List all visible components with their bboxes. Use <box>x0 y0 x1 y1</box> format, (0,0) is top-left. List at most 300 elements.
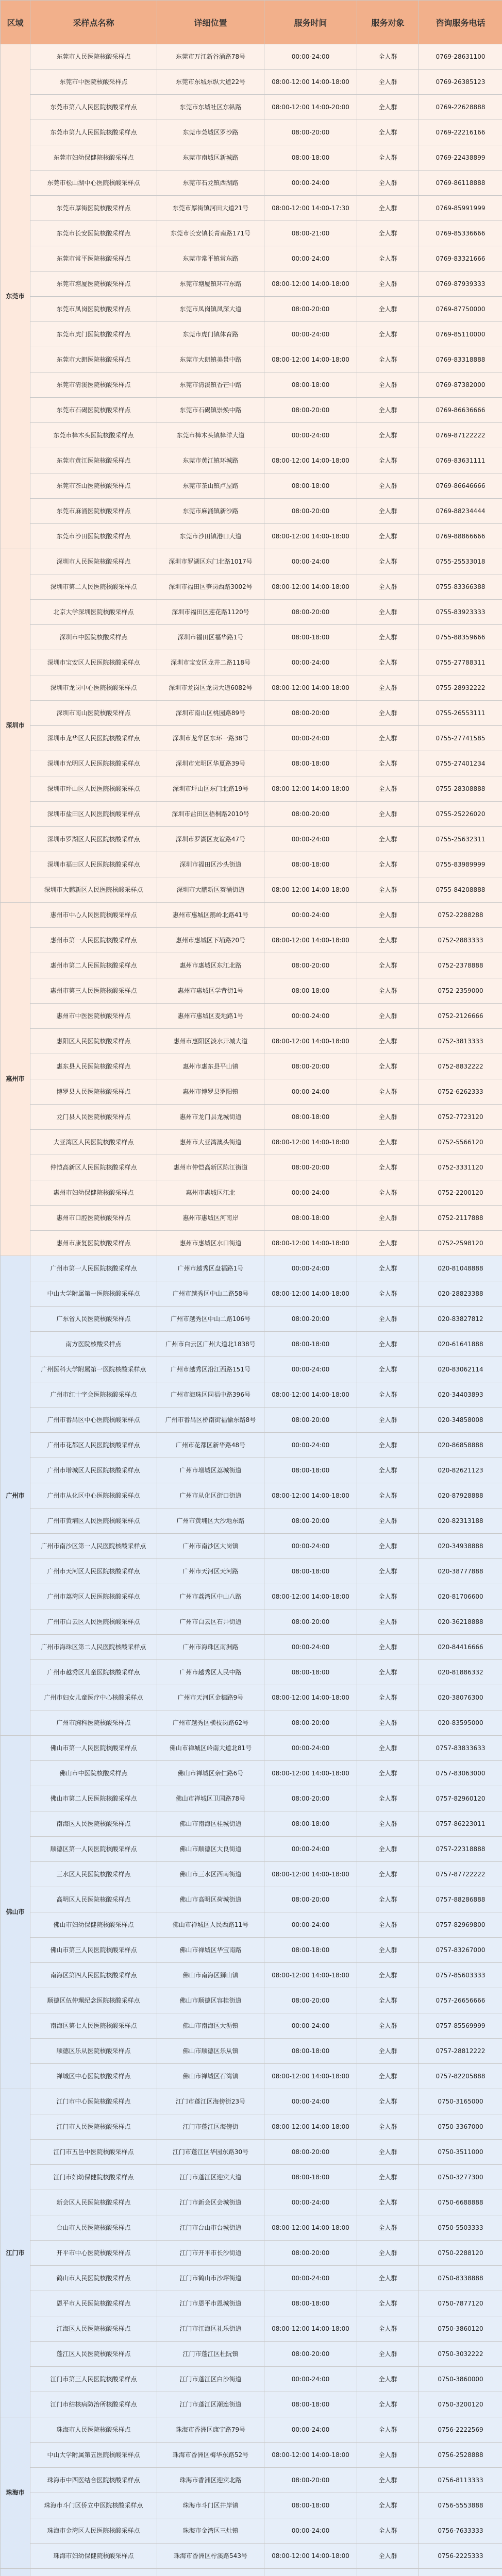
target-cell: 全人群 <box>357 2013 419 2039</box>
target-cell: 全人群 <box>357 1887 419 1912</box>
phone-cell: 0750-7877120 <box>419 2291 502 2316</box>
hours-cell: 00:00-24:00 <box>264 1256 357 1281</box>
table-row <box>1 1357 502 1382</box>
table-row <box>1 2316 502 2342</box>
target-cell: 全人群 <box>357 1786 419 1811</box>
site-name-cell: 广州市荔湾区人民医院核酸采样点 <box>30 1584 157 1609</box>
address-cell: 东莞市麻涌镇新沙路 <box>157 499 264 524</box>
site-name-cell: 广州市从化区中心医院核酸采样点 <box>30 1483 157 1509</box>
address-cell: 珠海市香洲区梅华东路52号 <box>157 2443 264 2468</box>
hours-cell: 08:00-18:00 <box>264 1559 357 1584</box>
address-cell: 广州市越秀区盘福路1号 <box>157 1256 264 1281</box>
phone-cell: 020-83595000 <box>419 1710 502 1736</box>
phone-cell: 0769-85991999 <box>419 196 502 221</box>
target-cell: 全人群 <box>357 95 419 120</box>
table-header-row <box>1 1 502 44</box>
table-row <box>1 1206 502 1231</box>
address-cell: 惠州市惠城区麦地路1号 <box>157 1004 264 1029</box>
site-name-cell: 佛山市第二人民医院核酸采样点 <box>30 1786 157 1811</box>
site-name-cell <box>30 2569 157 2576</box>
hours-cell: 08:00-20:00 <box>264 701 357 726</box>
site-name-cell: 深圳市第二人民医院核酸采样点 <box>30 574 157 600</box>
hours-cell: 08:00-20:00 <box>264 1887 357 1912</box>
target-cell: 全人群 <box>357 473 419 499</box>
target-cell: 全人群 <box>357 524 419 549</box>
hours-cell: 00:00-24:00 <box>264 1433 357 1458</box>
target-cell: 全人群 <box>357 398 419 423</box>
phone-cell: 020-36218888 <box>419 1609 502 1635</box>
address-cell: 惠州市仲恺高新区陈江街道 <box>157 1155 264 1180</box>
address-cell: 佛山市三水区西南街道 <box>157 1862 264 1887</box>
address-cell: 江门市台山市台城街道 <box>157 2215 264 2241</box>
address-cell: 广州市花都区新华路48号 <box>157 1433 264 1458</box>
site-name-cell: 龙门县人民医院核酸采样点 <box>30 1105 157 1130</box>
phone-cell: 0769-22438899 <box>419 145 502 171</box>
hours-cell: 08:00-20:00 <box>264 2140 357 2165</box>
target-cell: 全人群 <box>357 1079 419 1105</box>
table-row <box>1 2367 502 2392</box>
phone-cell: 0769-86646666 <box>419 473 502 499</box>
hours-cell: 08:00-18:00 <box>264 473 357 499</box>
address-cell: 江门市恩平市恩城街道 <box>157 2291 264 2316</box>
target-cell: 全人群 <box>357 1130 419 1155</box>
hours-cell: 08:00-12:00 14:00-18:00 <box>264 524 357 549</box>
table-row <box>1 145 502 171</box>
address-cell: 惠州市惠城区河南岸 <box>157 1206 264 1231</box>
phone-cell: 020-34938888 <box>419 1534 502 1559</box>
table-row <box>1 2291 502 2316</box>
address-cell: 深圳市福田区沙头街道 <box>157 852 264 877</box>
hours-cell: 00:00-24:00 <box>264 322 357 347</box>
address-cell: 深圳市坪山区东门北路19号 <box>157 776 264 802</box>
phone-cell: 0769-83318888 <box>419 347 502 372</box>
table-row <box>1 499 502 524</box>
address-cell: 广州市天河区金穗路9号 <box>157 1685 264 1710</box>
address-cell: 广州市南沙区大岗镇 <box>157 1534 264 1559</box>
site-name-cell: 广州市花都区人民医院核酸采样点 <box>30 1433 157 1458</box>
address-cell: 珠海市金湾区三灶镇 <box>157 2518 264 2544</box>
target-cell: 全人群 <box>357 1029 419 1054</box>
table-row <box>1 95 502 120</box>
address-cell: 江门市开平市长沙街道 <box>157 2241 264 2266</box>
header-name: 采样点名称 <box>30 1 157 44</box>
address-cell: 东莞市塘厦镇环市东路 <box>157 272 264 297</box>
hours-cell: 08:00-20:00 <box>264 1609 357 1635</box>
phone-cell: 020-87928888 <box>419 1483 502 1509</box>
site-name-cell: 惠东县人民医院核酸采样点 <box>30 1054 157 1079</box>
site-name-cell: 广州市天河区人民医院核酸采样点 <box>30 1559 157 1584</box>
target-cell: 全人群 <box>357 2392 419 2417</box>
table-row <box>1 423 502 448</box>
phone-cell <box>419 2569 502 2576</box>
phone-cell: 0769-86118888 <box>419 171 502 196</box>
site-name-cell: 东莞市沙田医院核酸采样点 <box>30 524 157 549</box>
table-row <box>1 246 502 272</box>
table-row <box>1 322 502 347</box>
phone-cell: 0756-2225333 <box>419 2544 502 2569</box>
table-row <box>1 1988 502 2013</box>
address-cell: 广州市越秀区横枝岗路62号 <box>157 1710 264 1736</box>
phone-cell: 0756-2528888 <box>419 2443 502 2468</box>
hours-cell: 08:00-12:00 14:00-20:00 <box>264 95 357 120</box>
phone-cell: 0769-86636666 <box>419 398 502 423</box>
target-cell: 全人群 <box>357 2140 419 2165</box>
target-cell: 全人群 <box>357 246 419 272</box>
address-cell: 东莞市樟木头镇樟洋大道 <box>157 423 264 448</box>
phone-cell: 0755-25533018 <box>419 549 502 574</box>
site-name-cell: 东莞市塘厦医院核酸采样点 <box>30 272 157 297</box>
address-cell: 深圳市龙华区东环一路38号 <box>157 726 264 751</box>
site-name-cell: 惠州市中医医院核酸采样点 <box>30 1004 157 1029</box>
site-name-cell: 深圳市宝安区人民医院核酸采样点 <box>30 650 157 675</box>
phone-cell: 020-34403893 <box>419 1382 502 1408</box>
phone-cell: 0752-2359000 <box>419 978 502 1004</box>
target-cell: 全人群 <box>357 1988 419 2013</box>
phone-cell: 0750-3277300 <box>419 2165 502 2190</box>
hours-cell: 00:00-24:00 <box>264 2518 357 2544</box>
site-name-cell: 中山大学附属第一医院核酸采样点 <box>30 1281 157 1307</box>
table-row <box>1 1509 502 1534</box>
address-cell: 惠州市惠东县平山镇 <box>157 1054 264 1079</box>
phone-cell: 0755-25632311 <box>419 827 502 852</box>
phone-cell: 020-38777888 <box>419 1559 502 1584</box>
phone-cell: 0757-87722222 <box>419 1862 502 1887</box>
table-row <box>1 852 502 877</box>
target-cell: 全人群 <box>357 2291 419 2316</box>
table-row <box>1 473 502 499</box>
site-name-cell: 东莞市长安医院核酸采样点 <box>30 221 157 246</box>
table-row <box>1 2518 502 2544</box>
hours-cell: 08:00-12:00 14:00-18:00 <box>264 1029 357 1054</box>
phone-cell: 0755-83366388 <box>419 574 502 600</box>
table-row <box>1 953 502 978</box>
hours-cell: 08:00-12:00 14:00-18:00 <box>264 2064 357 2089</box>
phone-cell: 020-61641888 <box>419 1332 502 1357</box>
address-cell: 佛山市禅城区卫国路78号 <box>157 1786 264 1811</box>
hours-cell: 00:00-24:00 <box>264 2089 357 2114</box>
region-cell: 佛山市 <box>1 1736 30 2089</box>
address-cell: 佛山市禅城区石湾镇 <box>157 2064 264 2089</box>
phone-cell: 020-86858888 <box>419 1433 502 1458</box>
address-cell: 广州市海珠区南洲路 <box>157 1635 264 1660</box>
site-name-cell: 惠州市康复医院核酸采样点 <box>30 1231 157 1256</box>
table-row <box>1 1105 502 1130</box>
hours-cell: 00:00-24:00 <box>264 1635 357 1660</box>
address-cell: 东莞市石碣镇崇焕中路 <box>157 398 264 423</box>
address-cell: 深圳市龙岗区龙岗大道6082号 <box>157 675 264 701</box>
table-row <box>1 2342 502 2367</box>
table-row <box>1 2013 502 2039</box>
address-cell: 佛山市禅城区人民西路11号 <box>157 1912 264 1938</box>
phone-cell: 0769-85110000 <box>419 322 502 347</box>
hours-cell: 00:00-24:00 <box>264 1736 357 1761</box>
target-cell: 全人群 <box>357 1736 419 1761</box>
site-name-cell: 惠州市第二人民医院核酸采样点 <box>30 953 157 978</box>
phone-cell: 0769-83321666 <box>419 246 502 272</box>
target-cell: 全人群 <box>357 1559 419 1584</box>
table-row <box>1 1408 502 1433</box>
target-cell: 全人群 <box>357 372 419 398</box>
phone-cell: 0769-26385123 <box>419 70 502 95</box>
hours-cell: 08:00-12:00 14:00-17:30 <box>264 196 357 221</box>
hours-cell: 08:00-12:00 14:00-18:00 <box>264 574 357 600</box>
table-row <box>1 1458 502 1483</box>
phone-cell: 0755-83989999 <box>419 852 502 877</box>
phone-cell: 0750-5503333 <box>419 2215 502 2241</box>
phone-cell: 0752-2288288 <box>419 903 502 928</box>
address-cell: 东莞市厚街镇河田大道21号 <box>157 196 264 221</box>
table-row <box>1 1534 502 1559</box>
target-cell: 全人群 <box>357 1105 419 1130</box>
table-row <box>1 448 502 473</box>
site-name-cell: 台山市人民医院核酸采样点 <box>30 2215 157 2241</box>
site-name-cell: 恩平市人民医院核酸采样点 <box>30 2291 157 2316</box>
phone-cell: 0752-2200120 <box>419 1180 502 1206</box>
hours-cell: 08:00-12:00 14:00-18:00 <box>264 2544 357 2569</box>
hours-cell: 08:00-12:00 14:00-18:00 <box>264 2316 357 2342</box>
phone-cell: 0752-2117888 <box>419 1206 502 1231</box>
table-row <box>1 398 502 423</box>
table-row <box>1 1483 502 1509</box>
table-row <box>1 1609 502 1635</box>
target-cell: 全人群 <box>357 2064 419 2089</box>
site-name-cell: 珠海市人民医院核酸采样点 <box>30 2417 157 2443</box>
target-cell: 全人群 <box>357 1054 419 1079</box>
phone-cell: 0755-28932222 <box>419 675 502 701</box>
table-row <box>1 1635 502 1660</box>
hours-cell: 08:00-18:00 <box>264 372 357 398</box>
table-row <box>1 1938 502 1963</box>
site-name-cell: 深圳市坪山区人民医院核酸采样点 <box>30 776 157 802</box>
site-name-cell: 深圳市光明区人民医院核酸采样点 <box>30 751 157 776</box>
region-cell <box>1 2569 30 2576</box>
target-cell: 全人群 <box>357 2215 419 2241</box>
target-cell: 全人群 <box>357 1912 419 1938</box>
hours-cell: 00:00-24:00 <box>264 1004 357 1029</box>
site-name-cell: 东莞市茶山医院核酸采样点 <box>30 473 157 499</box>
site-name-cell: 惠州市第一人民医院核酸采样点 <box>30 928 157 953</box>
table-row <box>1 1029 502 1054</box>
phone-cell: 0750-8338888 <box>419 2266 502 2291</box>
hours-cell: 08:00-12:00 14:00-18:00 <box>264 70 357 95</box>
address-cell: 东莞市常平镇常东路 <box>157 246 264 272</box>
hours-cell: 08:00-12:00 14:00-18:00 <box>264 1862 357 1887</box>
target-cell: 全人群 <box>357 272 419 297</box>
address-cell: 东莞市虎门镇体育路 <box>157 322 264 347</box>
site-name-cell: 佛山市第三人民医院核酸采样点 <box>30 1938 157 1963</box>
header-address: 详细位置 <box>157 1 264 44</box>
address-cell: 佛山市顺德区大良街道 <box>157 1837 264 1862</box>
target-cell: 全人群 <box>357 2367 419 2392</box>
target-cell: 全人群 <box>357 675 419 701</box>
phone-cell: 0769-22216166 <box>419 120 502 145</box>
target-cell: 全人群 <box>357 322 419 347</box>
site-name-cell: 东莞市黄江医院核酸采样点 <box>30 448 157 473</box>
site-name-cell: 东莞市樟木头医院核酸采样点 <box>30 423 157 448</box>
table-row <box>1 70 502 95</box>
site-name-cell: 中山大学附属第五医院核酸采样点 <box>30 2443 157 2468</box>
table-row <box>1 1710 502 1736</box>
phone-cell: 0750-6688888 <box>419 2190 502 2215</box>
target-cell: 全人群 <box>357 1155 419 1180</box>
hours-cell <box>264 2569 357 2576</box>
table-row <box>1 1912 502 1938</box>
phone-cell: 0756-7633333 <box>419 2518 502 2544</box>
target-cell: 全人群 <box>357 1281 419 1307</box>
phone-cell: 0752-2378888 <box>419 953 502 978</box>
site-name-cell: 深圳市福田区人民医院核酸采样点 <box>30 852 157 877</box>
address-cell: 惠州市惠城区东江北路 <box>157 953 264 978</box>
hours-cell: 00:00-24:00 <box>264 2013 357 2039</box>
hours-cell: 00:00-24:00 <box>264 726 357 751</box>
address-cell: 惠州市龙门县龙城街道 <box>157 1105 264 1130</box>
phone-cell: 0755-25226020 <box>419 802 502 827</box>
address-cell: 广州市白云区广州大道北1838号 <box>157 1332 264 1357</box>
phone-cell: 0750-3165000 <box>419 2089 502 2114</box>
site-name-cell: 深圳市龙华区人民医院核酸采样点 <box>30 726 157 751</box>
address-cell: 珠海市斗门区井岸镇 <box>157 2493 264 2518</box>
address-cell: 江门市蓬江区潮连街道 <box>157 2392 264 2417</box>
hours-cell: 08:00-20:00 <box>264 802 357 827</box>
site-name-cell: 博罗县人民医院核酸采样点 <box>30 1079 157 1105</box>
hours-cell: 00:00-24:00 <box>264 1912 357 1938</box>
address-cell: 东莞市东城社区东纵路 <box>157 95 264 120</box>
region-cell: 江门市 <box>1 2089 30 2417</box>
hours-cell: 00:00-24:00 <box>264 423 357 448</box>
site-name-cell: 珠海市斗门区侨立中医院核酸采样点 <box>30 2493 157 2518</box>
site-name-cell: 东莞市凤岗医院核酸采样点 <box>30 297 157 322</box>
table-row <box>1 2190 502 2215</box>
site-name-cell: 东莞市第九人民医院核酸采样点 <box>30 120 157 145</box>
table-row <box>1 1180 502 1206</box>
phone-cell: 0752-2883333 <box>419 928 502 953</box>
phone-cell: 0769-87750000 <box>419 297 502 322</box>
site-name-cell: 江门市结核病防治所核酸采样点 <box>30 2392 157 2417</box>
address-cell: 深圳市光明区华夏路39号 <box>157 751 264 776</box>
site-name-cell: 佛山市妇幼保健院核酸采样点 <box>30 1912 157 1938</box>
target-cell: 全人群 <box>357 221 419 246</box>
phone-cell: 020-84416666 <box>419 1635 502 1660</box>
hours-cell: 00:00-24:00 <box>264 246 357 272</box>
hours-cell: 08:00-12:00 14:00-18:00 <box>264 1584 357 1609</box>
hours-cell: 08:00-20:00 <box>264 499 357 524</box>
hours-cell: 00:00-24:00 <box>264 1079 357 1105</box>
hours-cell: 08:00-20:00 <box>264 600 357 625</box>
address-cell: 广州市越秀区中山二路58号 <box>157 1281 264 1307</box>
table-row <box>1 2266 502 2291</box>
table-row <box>1 196 502 221</box>
address-cell: 惠州市惠城区学背街1号 <box>157 978 264 1004</box>
table-row <box>1 2064 502 2089</box>
hours-cell: 00:00-24:00 <box>264 171 357 196</box>
site-name-cell: 珠海市金湾区人民医院核酸采样点 <box>30 2518 157 2544</box>
phone-cell: 0756-2222569 <box>419 2417 502 2443</box>
target-cell: 全人群 <box>357 953 419 978</box>
site-name-cell: 顺德区乐从医院核酸采样点 <box>30 2039 157 2064</box>
address-cell: 深圳市罗湖区东门北路1017号 <box>157 549 264 574</box>
hours-cell: 08:00-18:00 <box>264 978 357 1004</box>
address-cell: 江门市蓬江区海傍街 <box>157 2114 264 2140</box>
table-row <box>1 1685 502 1710</box>
site-name-cell: 深圳市龙岗中心医院核酸采样点 <box>30 675 157 701</box>
phone-cell: 0750-3860000 <box>419 2367 502 2392</box>
target-cell: 全人群 <box>357 1180 419 1206</box>
phone-cell: 0757-28812222 <box>419 2039 502 2064</box>
target-cell: 全人群 <box>357 1004 419 1029</box>
site-name-cell: 禅城区中心医院核酸采样点 <box>30 2064 157 2089</box>
table-row <box>1 272 502 297</box>
target-cell: 全人群 <box>357 2039 419 2064</box>
hours-cell: 08:00-18:00 <box>264 145 357 171</box>
target-cell: 全人群 <box>357 1837 419 1862</box>
hours-cell: 08:00-20:00 <box>264 1155 357 1180</box>
table-row <box>1 120 502 145</box>
address-cell: 惠州市大亚湾澳头街道 <box>157 1130 264 1155</box>
hours-cell: 00:00-24:00 <box>264 1357 357 1382</box>
table-row <box>1 1382 502 1408</box>
table-row <box>1 171 502 196</box>
site-name-cell: 大亚湾区人民医院核酸采样点 <box>30 1130 157 1155</box>
site-name-cell: 东莞市麻涌医院核酸采样点 <box>30 499 157 524</box>
address-cell: 江门市蓬江区华园东路30号 <box>157 2140 264 2165</box>
hours-cell: 08:00-18:00 <box>264 1938 357 1963</box>
address-cell: 深圳市宝安区龙井二路118号 <box>157 650 264 675</box>
table-row <box>1 1281 502 1307</box>
table-row <box>1 1660 502 1685</box>
phone-cell: 0755-26553111 <box>419 701 502 726</box>
table-row <box>1 2089 502 2114</box>
table-row <box>1 2493 502 2518</box>
hours-cell: 00:00-24:00 <box>264 650 357 675</box>
target-cell: 全人群 <box>357 928 419 953</box>
target-cell: 全人群 <box>357 978 419 1004</box>
phone-cell: 0750-3860120 <box>419 2316 502 2342</box>
hours-cell: 00:00-24:00 <box>264 1180 357 1206</box>
target-cell: 全人群 <box>357 1761 419 1786</box>
site-name-cell: 高明区人民医院核酸采样点 <box>30 1887 157 1912</box>
site-name-cell: 深圳市大鹏新区人民医院核酸采样点 <box>30 877 157 903</box>
site-name-cell: 惠州市第三人民医院核酸采样点 <box>30 978 157 1004</box>
header-phone: 咨询服务电话 <box>419 1 502 44</box>
target-cell: 全人群 <box>357 347 419 372</box>
address-cell: 江门市新会区会城街道 <box>157 2190 264 2215</box>
address-cell: 东莞市长安镇长青南路171号 <box>157 221 264 246</box>
target-cell: 全人群 <box>357 1458 419 1483</box>
hours-cell: 08:00-18:00 <box>264 2039 357 2064</box>
target-cell: 全人群 <box>357 171 419 196</box>
address-cell: 江门市蓬江区海傍街23号 <box>157 2089 264 2114</box>
hours-cell: 08:00-20:00 <box>264 1054 357 1079</box>
table-row <box>1 1433 502 1458</box>
hours-cell: 00:00-24:00 <box>264 2417 357 2443</box>
table-row <box>1 2215 502 2241</box>
hours-cell: 08:00-20:00 <box>264 120 357 145</box>
table-row <box>1 549 502 574</box>
address-cell: 深圳市大鹏新区葵涌街道 <box>157 877 264 903</box>
target-cell: 全人群 <box>357 1509 419 1534</box>
site-name-cell: 东莞市虎门医院核酸采样点 <box>30 322 157 347</box>
phone-cell: 0757-86223011 <box>419 1811 502 1837</box>
site-name-cell: 江门市人民医院核酸采样点 <box>30 2114 157 2140</box>
phone-cell: 0769-85336666 <box>419 221 502 246</box>
target-cell: 全人群 <box>357 1332 419 1357</box>
target-cell: 全人群 <box>357 2544 419 2569</box>
site-name-cell: 南海区第七人民医院核酸采样点 <box>30 2013 157 2039</box>
phone-cell: 0750-3032222 <box>419 2342 502 2367</box>
hours-cell: 08:00-20:00 <box>264 1988 357 2013</box>
phone-cell: 0755-27401234 <box>419 751 502 776</box>
region-cell: 深圳市 <box>1 549 30 903</box>
